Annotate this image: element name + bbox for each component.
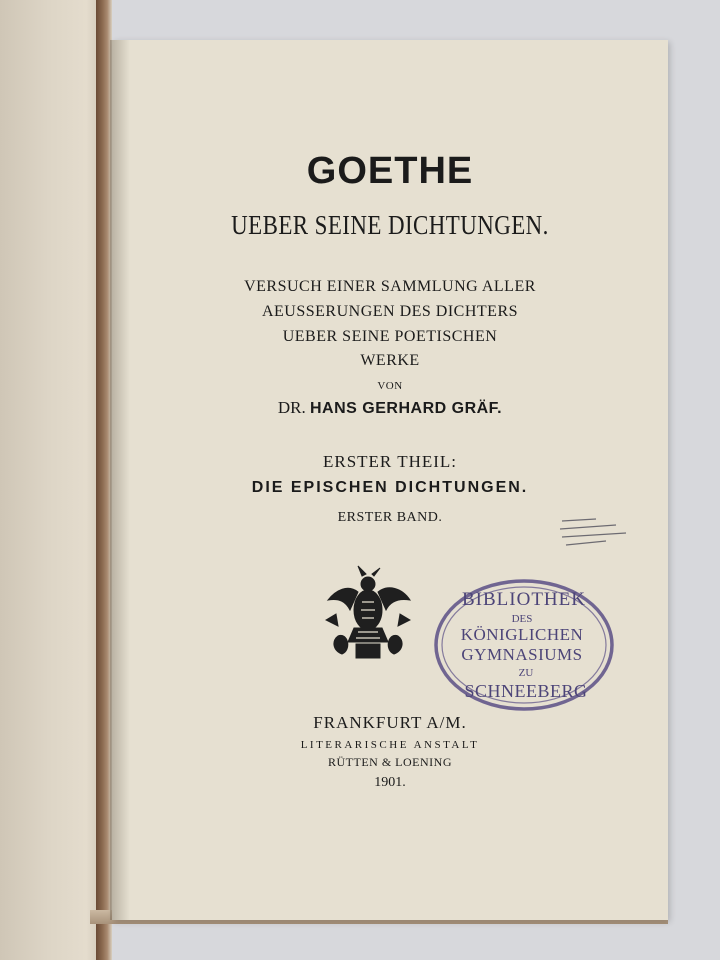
library-stamp <box>430 575 618 715</box>
part-title: DIE EPISCHEN DICHTUNGEN. <box>251 479 529 496</box>
by-label: VON <box>377 380 403 392</box>
description-line-1: VERSUCH EINER SAMMLUNG ALLER <box>244 278 536 295</box>
stamp-line-1: BIBLIOTHEK <box>462 589 586 610</box>
part-label: ERSTER THEIL: <box>322 452 458 471</box>
description-line-2: AEUSSERUNGEN DES DICHTERS <box>261 303 519 320</box>
book-subtitle: UEBER SEINE DICHTUNGEN. <box>231 210 549 240</box>
eagle-emblem-icon <box>318 562 418 668</box>
publication-place: FRANKFURT A/M. <box>313 713 467 732</box>
book-title: GOETHE <box>306 150 474 192</box>
author-prefix: DR. <box>277 398 306 417</box>
shelf-mark-stamp <box>556 515 636 551</box>
author-name: HANS GERHARD GRÄF. <box>310 400 503 417</box>
stamp-line-5: ZU <box>518 667 534 679</box>
stamp-line-3: KÖNIGLICHEN <box>460 625 584 644</box>
author-line <box>112 398 668 418</box>
publisher-line-1: LITERARISCHE ANSTALT <box>300 739 480 751</box>
publisher-line-2: RÜTTEN & LOENING <box>328 755 452 769</box>
stamp-line-4: GYMNASIUMS <box>461 645 583 664</box>
stamp-line-6: SCHNEEBERG <box>464 681 588 701</box>
stamp-line-2: DES <box>511 613 533 625</box>
description-line-4: WERKE <box>360 352 420 369</box>
facing-page <box>0 0 108 960</box>
description-line-3: UEBER SEINE POETISCHEN <box>282 328 498 345</box>
publication-year: 1901. <box>374 775 406 790</box>
volume-label: ERSTER BAND. <box>337 510 443 525</box>
